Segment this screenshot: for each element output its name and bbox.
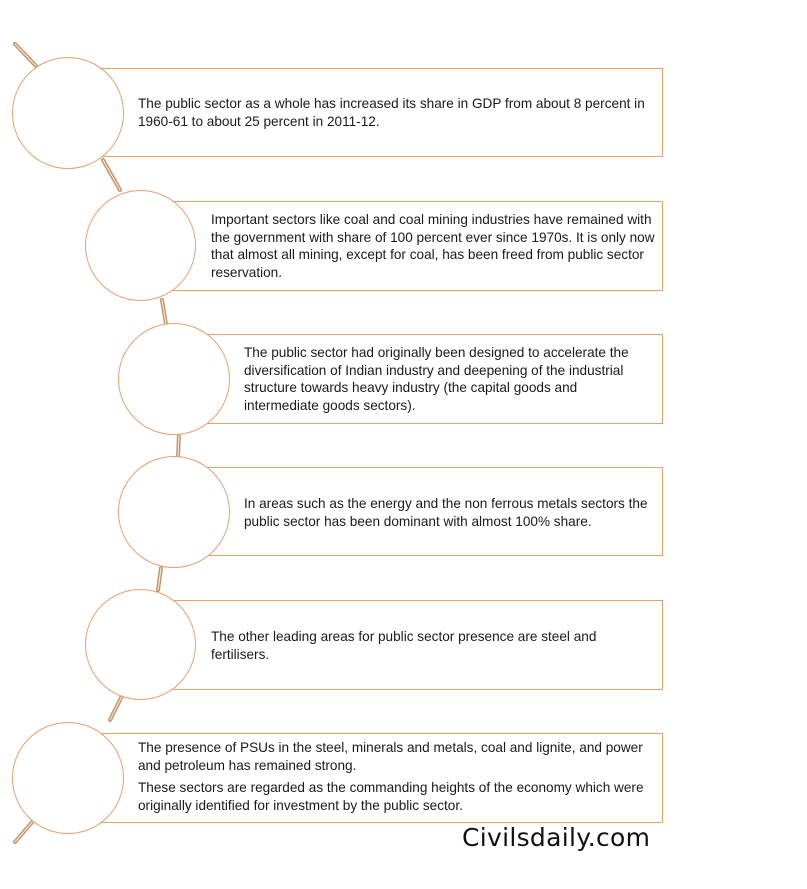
timeline-circle-1 <box>12 57 124 169</box>
timeline-box-4 <box>173 467 663 556</box>
timeline-circle-3 <box>118 323 230 435</box>
timeline-box-6 <box>66 733 663 823</box>
timeline-text: Important sectors like coal and coal mining industries have remained with the government with share of 100 percent ever since 1970s. It is only now that almost all mining, except for coal, has been freed from public sector reservation. <box>211 212 655 280</box>
timeline-text: The public sector as a whole has increased its share in GDP from about 8 percent in 1960-61 to about 25 percent in 2011-12. <box>138 96 645 129</box>
timeline-circle-6 <box>12 722 124 834</box>
timeline-text: The other leading areas for public sector presence are steel and fertilisers. <box>211 629 597 662</box>
timeline-text: The public sector had originally been designed to accelerate the diversification of Indian industry and deepening of the industrial structure towards heavy industry (the capital goods and intermediate goods sectors). <box>244 345 629 413</box>
timeline-text: In areas such as the energy and the non ferrous metals sectors the public sector has been dominant with almost 100% share. <box>244 496 648 529</box>
timeline-box-2 <box>140 201 663 291</box>
timeline-box-1 <box>66 68 663 157</box>
timeline-circle-5 <box>85 589 196 700</box>
timeline-box-3 <box>173 334 663 424</box>
timeline-circle-4 <box>118 456 230 568</box>
timeline-text: These sectors are regarded as the commanding heights of the economy which were originally identified for investment by the public sector. <box>138 780 644 813</box>
timeline-text: The presence of PSUs in the steel, minerals and metals, coal and lignite, and power and petroleum has remained strong. <box>138 740 643 773</box>
timeline-circle-2 <box>85 190 196 301</box>
brand-watermark: Civilsdaily.com <box>462 823 651 852</box>
timeline-box-5 <box>140 600 663 690</box>
